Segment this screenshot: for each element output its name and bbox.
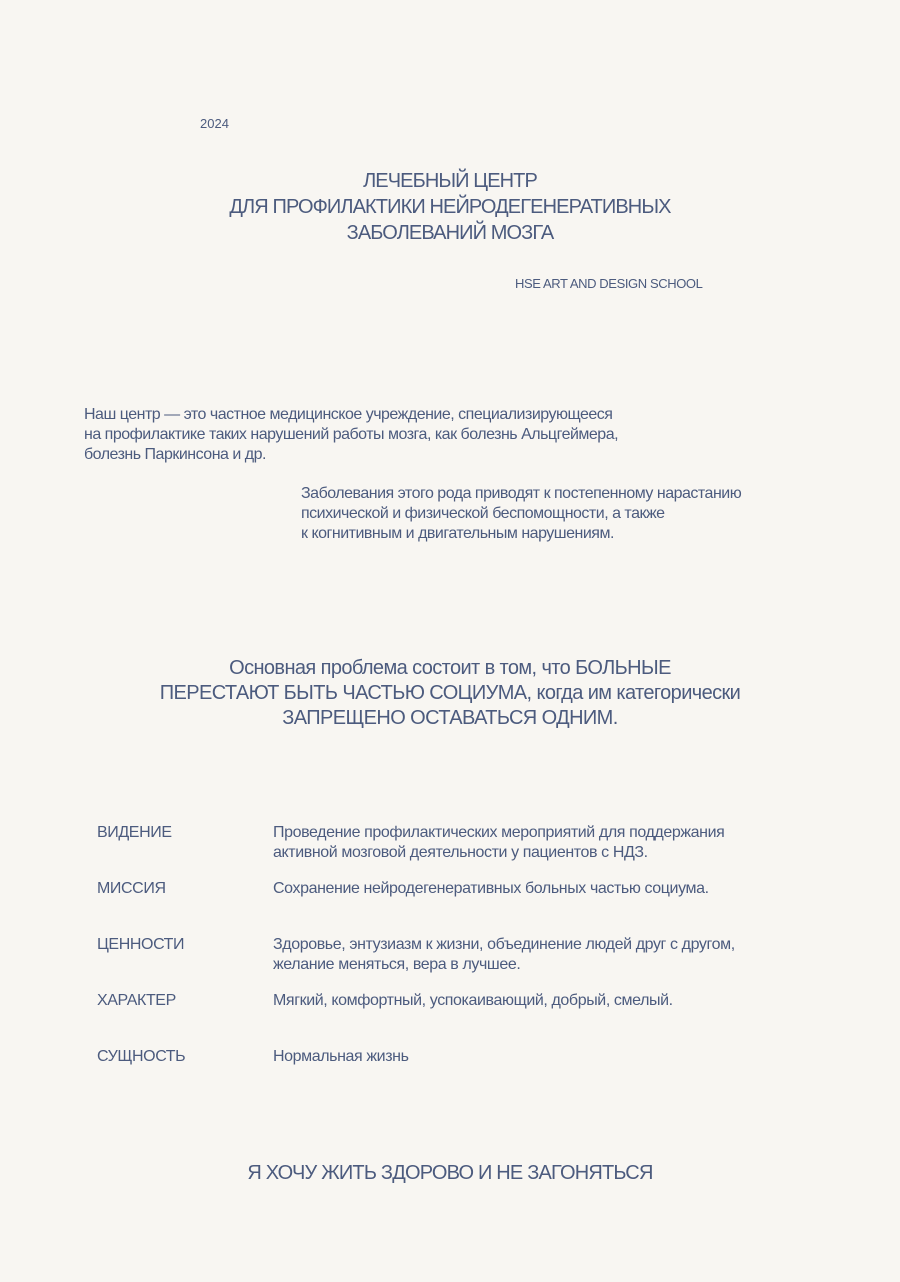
vision-line: активной мозговой деятельности у пациентов с НДЗ. <box>273 844 648 861</box>
title-line: ЛЕЧЕБНЫЙ ЦЕНТР <box>363 170 537 192</box>
values-line: Здоровье, энтузиазм к жизни, объединение людей друг с другом, <box>273 936 735 953</box>
essence-label: СУЩНОСТЬ <box>97 1048 186 1065</box>
vision-line: Проведение профилактических мероприятий для поддержания <box>273 824 725 841</box>
character-text <box>273 991 853 1011</box>
title-line: ДЛЯ ПРОФИЛАКТИКИ НЕЙРОДЕГЕНЕРАТИВНЫХ <box>229 196 671 218</box>
problem-statement <box>0 656 900 731</box>
problem-line: ПЕРЕСТАЮТ БЫТЬ ЧАСТЬЮ СОЦИУМА, когда им категорически <box>159 682 741 704</box>
intro-line: Заболевания этого рода приводят к постепенному нарастанию <box>301 485 742 502</box>
title-line: ЗАБОЛЕВАНИЙ МОЗГА <box>346 222 554 244</box>
intro-paragraph-1 <box>84 405 724 465</box>
intro-line: болезнь Паркинсона и др. <box>84 446 266 463</box>
character-line: Мягкий, комфортный, успокаивающий, добрый, смелый. <box>273 992 673 1009</box>
character-label: ХАРАКТЕР <box>97 992 176 1009</box>
intro-paragraph-2 <box>301 484 861 544</box>
values-text <box>273 935 853 975</box>
mission-text <box>273 879 853 899</box>
vision-label: ВИДЕНИЕ <box>97 824 172 841</box>
intro-line: к когнитивным и двигательным нарушениям. <box>301 525 614 542</box>
intro-line: на профилактике таких нарушений работы мозга, как болезнь Альцгеймера, <box>84 426 619 443</box>
slogan: Я ХОЧУ ЖИТЬ ЗДОРОВО И НЕ ЗАГОНЯТЬСЯ <box>247 1162 653 1184</box>
values-label: ЦЕННОСТИ <box>97 936 185 953</box>
school-name: HSE ART AND DESIGN SCHOOL <box>515 276 703 291</box>
essence-text <box>273 1047 853 1067</box>
mission-label: МИССИЯ <box>97 880 166 897</box>
page-title <box>0 168 900 246</box>
intro-line: Наш центр — это частное медицинское учреждение, специализирующееся <box>84 406 613 423</box>
year: 2024 <box>200 116 229 131</box>
intro-line: психической и физической беспомощности, а также <box>301 505 665 522</box>
vision-text <box>273 823 853 863</box>
values-line: желание меняться, вера в лучшее. <box>273 956 521 973</box>
problem-line: ЗАПРЕЩЕНО ОСТАВАТЬСЯ ОДНИМ. <box>282 707 618 729</box>
problem-line: Основная проблема состоит в том, что БОЛЬНЫЕ <box>229 657 671 679</box>
mission-line: Сохранение нейродегенеративных больных частью социума. <box>273 880 709 897</box>
essence-line: Нормальная жизнь <box>273 1048 409 1065</box>
